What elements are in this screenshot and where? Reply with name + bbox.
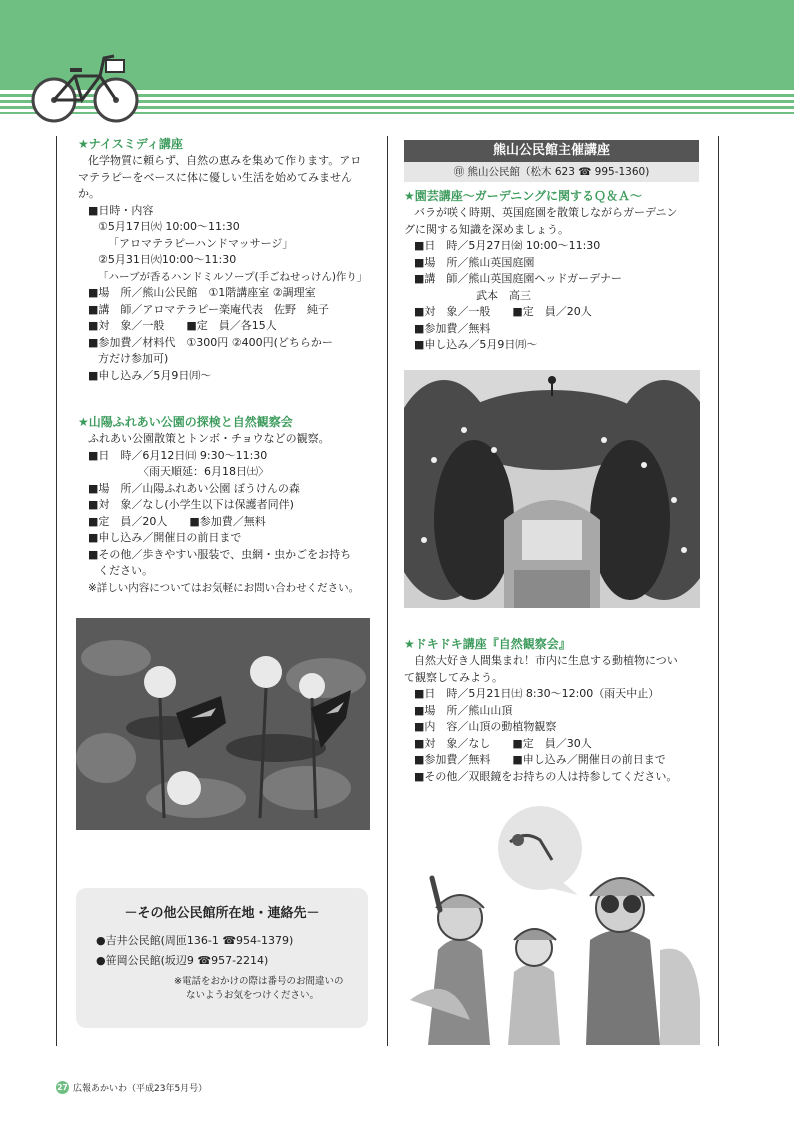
text-line: ■その他／双眼鏡をお持ちの人は持参してください。 (414, 769, 678, 783)
text-line: ■申し込み／5月9日㈪～ (88, 368, 212, 382)
contact-title: －その他公民館所在地・連絡先－ (124, 906, 320, 921)
text-line: 〈雨天順延：6月18日㈯〉 (138, 465, 269, 478)
left-margin-line (56, 136, 57, 1046)
text-line: ■内 容／山頂の動植物観察 (414, 720, 557, 733)
text-line: ■日時・内容 (88, 203, 154, 217)
text-line: か。 (78, 187, 100, 200)
text-line: ■対 象／なし(小学生以下は保護者同伴) (88, 498, 294, 511)
text-line: ■その他／歩きやすい服装で、虫網・虫かごをお持ち (88, 547, 352, 561)
bicycle-icon (30, 48, 140, 126)
column-divider (387, 136, 388, 1046)
section-title-gardening: ★園芸講座～ガーデニングに関するＱ＆Ａ～ (404, 189, 643, 203)
garden-photo (404, 370, 700, 608)
text-line: ■対 象／一般 ■定 員／各15人 (88, 319, 277, 332)
contact-box (76, 888, 368, 1028)
text-line: 化学物質に頼らず、自然の恵みを集めて作ります。アロ (88, 154, 362, 167)
page-number: 27 (57, 1083, 68, 1092)
text-line: ■参加費／無料 ■申し込み／開催日の前日まで (414, 753, 666, 766)
text-line: ■場 所／山陽ふれあい公園 ぼうけんの森 (88, 481, 300, 495)
kumayama-contact: ㊞ 熊山公民館（松木 623 ☎ 995-1360) (404, 162, 699, 182)
text-line: 武本 高三 (476, 288, 531, 302)
text-line: ②5月31日㈫10:00～11:30 (98, 253, 237, 266)
right-column (404, 140, 699, 354)
text-line: ■場 所／熊山英国庭園 (414, 255, 535, 269)
left-column (78, 136, 376, 596)
text-line: マテラピーをベースに体に優しい生活を始めてみません (78, 170, 353, 184)
footer-text: 広報あかいわ（平成23年5月号） (73, 1084, 208, 1094)
hikers-illustration (410, 800, 700, 1045)
text-line: 「ハーブが香るハンドミルソープ(手ごねせっけん)作り」 (98, 270, 368, 283)
text-line: ■定 員／20人 ■参加費／無料 (88, 514, 266, 528)
text-line: ■申し込み／5月9日㈪～ (414, 338, 538, 351)
text-line: ※詳しい内容についてはお気軽にお問い合わせください。 (88, 581, 360, 594)
section-title-nature: ★ドキドキ講座『自然観察会』 (404, 637, 571, 651)
text-line: ■日 時／6月12日㈰ 9:30～11:30 (88, 448, 268, 462)
text-line: バラが咲く時期、英国庭園を散策しながらガーデニン (414, 206, 678, 219)
text-line: ■場 所／熊山公民館 ①1階講座室 ②調理室 (88, 286, 316, 299)
text-line: ■対 象／なし ■定 員／30人 (414, 736, 592, 750)
text-line: て観察してみよう。 (404, 670, 503, 684)
text-line: ください。 (98, 564, 153, 577)
text-line: ①5月17日㈫ 10:00～11:30 (98, 220, 240, 233)
text-line: 自然大好き人間集まれ！市内に生息する動植物につい (414, 654, 678, 667)
text-line: 方だけ参加可) (98, 352, 169, 365)
text-line: グに関する知識を深めましょう。 (404, 222, 569, 236)
text-line: ■参加費／無料 (414, 321, 491, 335)
text-line: ■場 所／熊山山頂 (414, 703, 513, 717)
page-footer (56, 1081, 207, 1094)
text-line: ■申し込み／開催日の前日まで (88, 531, 242, 544)
text-line: ふれあい公園散策とトンボ・チョウなどの観察。 (88, 432, 330, 445)
text-line: ■講 師／熊山英国庭園ヘッドガーデナー (414, 272, 623, 285)
section-title-sanyo-park: ★山陽ふれあい公園の探検と自然観察会 (78, 415, 293, 429)
section-title-nice-midi: ★ナイスミディ講座 (78, 137, 183, 151)
contact-sasaoka: ●笹岡公民館(坂辺9 ☎957-2214) (96, 954, 269, 967)
contact-note: ※電話をおかけの際は番号のお間違いの (174, 976, 344, 987)
text-line: ■日 時／5月27日㈮ 10:00～11:30 (414, 239, 601, 252)
text-line: ■参加費／材料代 ①300円 ②400円(どちらかー (88, 335, 333, 349)
right-margin-line (718, 136, 719, 1046)
contact-yoshii: ●吉井公民館(周匝136-1 ☎954-1379) (96, 934, 294, 947)
contact-note: ないようお気をつけください。 (186, 990, 320, 1001)
text-line: ■講 師／アロマテラピー楽庵代表 佐野 純子 (88, 302, 329, 316)
nature-section (404, 636, 704, 785)
text-line: ■対 象／一般 ■定 員／20人 (414, 305, 592, 318)
kumayama-header: 熊山公民館主催講座 (404, 140, 699, 162)
text-line: ■日 時／5月21日㈯ 8:30～12:00（雨天中止） (414, 687, 660, 700)
butterfly-photo (76, 618, 370, 830)
text-line: 「アロマテラピーハンドマッサージ」 (108, 236, 294, 250)
